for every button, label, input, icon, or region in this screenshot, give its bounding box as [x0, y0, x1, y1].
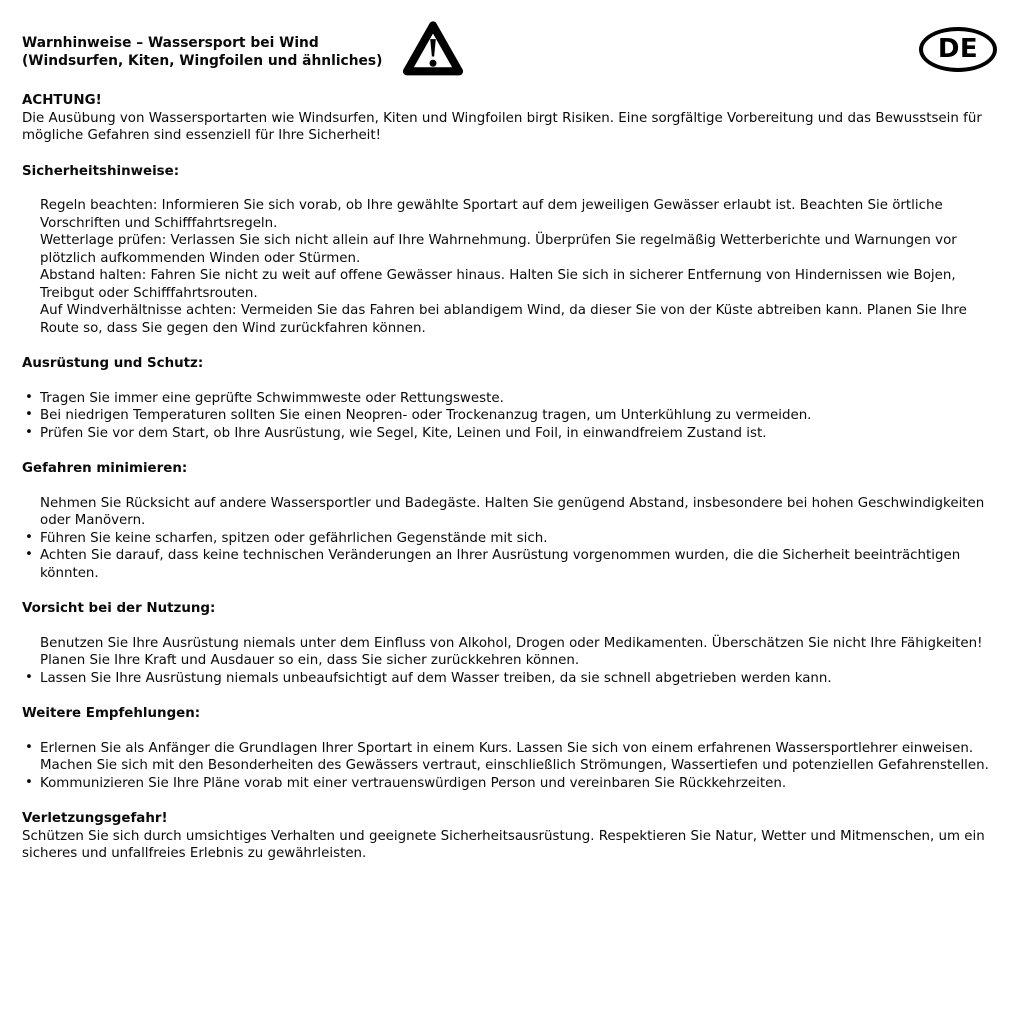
list-item: [25, 774, 996, 793]
list-item: [40, 495, 996, 530]
bullet-marker: •: [25, 529, 33, 545]
list-item: [40, 267, 996, 302]
bullet-marker: •: [25, 407, 33, 422]
page-title-line1: Warnhinweise – Wassersport bei Wind: [22, 35, 319, 51]
section-vorsicht-bei-der-nutzung: [22, 600, 996, 687]
list-item: [40, 197, 996, 232]
item-text: Führen Sie keine scharfen, spitzen oder gefährlichen Gegenstände mit sich.: [40, 530, 548, 546]
page-title-line2: (Windsurfen, Kiten, Wingfoilen und ähnliches): [22, 53, 383, 69]
section-ausruestung-und-schutz: [22, 355, 996, 442]
document-content: [22, 92, 996, 863]
language-badge: [919, 27, 997, 72]
section-sicherheitshinweise: [22, 163, 996, 338]
item-text: Lassen Sie Ihre Ausrüstung niemals unbeaufsichtigt auf dem Wasser treiben, da sie schnell abgetrieben werden kann.: [40, 670, 832, 686]
item-text: Regeln beachten: Informieren Sie sich vorab, ob Ihre gewählte Sportart auf dem jeweiligen Gewässer erlaubt ist. Beachten Sie örtliche Vorschriften und Schifffahrtsregeln.: [40, 198, 943, 231]
bullet-marker: •: [25, 547, 33, 562]
section-heading: Verletzungsgefahr!: [22, 811, 168, 826]
item-text: Tragen Sie immer eine geprüfte Schwimmweste oder Rettungsweste.: [40, 390, 504, 406]
list-item: [25, 407, 996, 425]
section-heading: Weitere Empfehlungen:: [22, 706, 201, 721]
list-item: [25, 424, 996, 443]
bullet-marker: •: [25, 774, 33, 790]
list-item: [40, 635, 996, 670]
section-verletzungsgefahr: [22, 810, 996, 863]
item-text: Prüfen Sie vor dem Start, ob Ihre Ausrüstung, wie Segel, Kite, Leinen und Foil, in einwandfreiem Zustand ist.: [40, 425, 767, 441]
item-text: Wetterlage prüfen: Verlassen Sie sich nicht allein auf Ihre Wahrnehmung. Überprüfen Sie regelmäßig Wetterberichte und Warnungen vor plötzlich aufkommenden Winden oder Stürmen.: [40, 233, 957, 266]
section-heading: Sicherheitshinweise:: [22, 163, 180, 179]
list-item: [40, 232, 996, 267]
list-item: [25, 669, 996, 688]
item-text: Erlernen Sie als Anfänger die Grundlagen Ihrer Sportart in einem Kurs. Lassen Sie sich von einem erfahrenen Wassersportlehrer einweisen.: [40, 740, 974, 756]
section-heading: Gefahren minimieren:: [22, 461, 188, 476]
section-heading: ACHTUNG!: [22, 93, 102, 108]
item-text: Abstand halten: Fahren Sie nicht zu weit auf offene Gewässer hinaus. Halten Sie sich in sicherer Entfernung von Hindernissen wie Bojen, Treibgut oder Schifffahrtsrouten.: [40, 268, 956, 301]
list-item: [40, 302, 996, 337]
list-item: [25, 547, 996, 582]
bullet-marker: •: [25, 389, 33, 405]
item-text: Nehmen Sie Rücksicht auf andere Wassersportler und Badegäste. Halten Sie genügend Abstand, insbesondere bei hohen Geschwindigkeiten oder Manövern.: [40, 495, 985, 528]
section-heading: Vorsicht bei der Nutzung:: [22, 601, 216, 616]
warning-triangle-icon: [402, 18, 464, 80]
bullet-marker: •: [25, 739, 33, 755]
item-text: Benutzen Sie Ihre Ausrüstung niemals unter dem Einfluss von Alkohol, Drogen oder Medikamenten. Überschätzen Sie nicht Ihre Fähigkeiten! Planen Sie Ihre Kraft und Ausdauer so ein, dass Sie sicher zurückkehren können.: [40, 635, 983, 668]
paragraph: Die Ausübung von Wassersportarten wie Windsurfen, Kiten und Wingfoilen birgt Risiken. Eine sorgfältige Vorbereitung und das Bewusstsein für mögliche Gefahren sind essenziell für Ihre Sicherheit!: [22, 110, 982, 143]
bullet-marker: •: [25, 669, 33, 685]
section-heading: Ausrüstung und Schutz:: [22, 356, 204, 371]
item-text: Machen Sie sich mit den Besonderheiten des Gewässers vertraut, einschließlich Strömungen, Wassertiefen und potenziellen Gefahrenstellen.: [40, 758, 989, 773]
language-badge-label: DE: [937, 33, 979, 64]
section-achtung: [22, 92, 996, 145]
item-text: Bei niedrigen Temperaturen sollten Sie einen Neopren- oder Trockenanzug tragen, um Unterkühlung zu vermeiden.: [40, 408, 812, 423]
item-text: Kommunizieren Sie Ihre Pläne vorab mit einer vertrauenswürdigen Person und vereinbaren Sie Rückkehrzeiten.: [40, 775, 787, 791]
list-item: [25, 529, 996, 548]
section-gefahren-minimieren: [22, 460, 996, 582]
bullet-marker: •: [25, 424, 33, 440]
item-text: Auf Windverhältnisse achten: Vermeiden Sie das Fahren bei ablandigem Wind, da dieser Sie von der Küste abtreiben kann. Planen Sie Ihre Route so, dass Sie gegen den Wind zurückfahren können.: [40, 303, 967, 336]
list-item: [25, 739, 996, 758]
page-title: [22, 34, 382, 70]
list-item: [40, 757, 996, 775]
item-text: Achten Sie darauf, dass keine technischen Veränderungen an Ihrer Ausrüstung vorgenommen wurden, die die Sicherheit beeinträchtigen könnten.: [40, 548, 961, 581]
list-item: [25, 389, 996, 408]
paragraph: Schützen Sie sich durch umsichtiges Verhalten und geeignete Sicherheitsausrüstung. Respektieren Sie Natur, Wetter und Mitmenschen, um ein sicheres und unfallfreies Erlebnis zu gewährleisten.: [22, 828, 985, 861]
section-weitere-empfehlungen: [22, 705, 996, 792]
